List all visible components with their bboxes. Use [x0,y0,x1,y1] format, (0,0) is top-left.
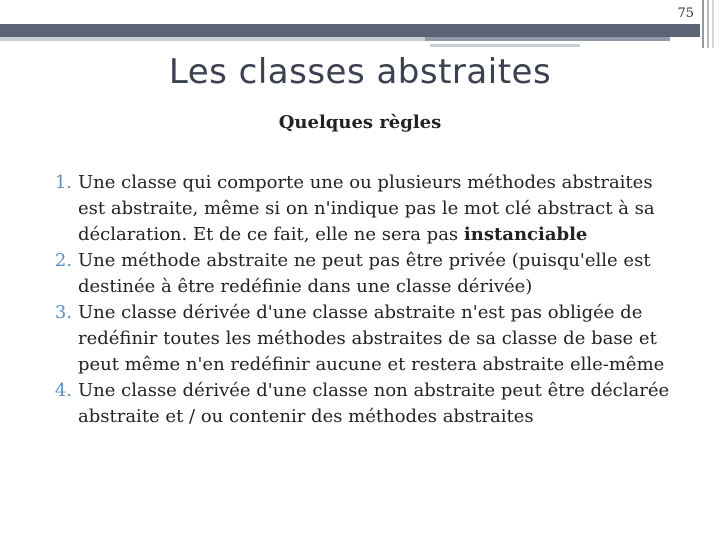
decorative-line [702,0,704,48]
list-item-number: 1. [54,172,72,193]
list-item [0,248,700,300]
slide-subtitle: Quelques règles [278,112,442,133]
decorative-line [712,0,714,48]
list-item-text: Une méthode abstraite ne peut pas être privée (puisqu'elle est destinée à être redéfinie dans une classe dérivée) [78,250,651,297]
list-item-text: Une classe dérivée d'une classe non abstraite peut être déclarée abstraite et / ou contenir des méthodes abstraites [78,380,670,427]
list-item-number: 3. [54,302,72,323]
list-item [0,300,700,378]
list-item-emphasis: instanciable [463,224,588,245]
header-accent-bar [0,37,425,41]
list-item-text-body: Une classe qui comporte une ou plusieurs méthodes abstraites est abstraite, même si on n'indique pas le mot clé abstract à sa déclaration. Et de ce fait, elle ne sera pas [78,172,655,245]
header-accent-bar-mid [425,37,670,41]
header-bar [0,24,700,37]
list-item-text: Une classe dérivée d'une classe abstraite n'est pas obligée de redéfinir toutes les méthodes abstraites de sa classe de base et peut même n'en redéfinir aucune et restera abstraite elle-même [78,302,665,375]
list-item [0,378,700,430]
list-item-text [78,170,700,248]
rules-list [0,170,700,430]
decorative-line [707,0,709,48]
header-underline [430,44,580,47]
list-item-number: 4. [54,380,72,401]
list-item [0,170,700,248]
list-item-number: 2. [54,250,72,271]
slide-title: Les classes abstraites [168,52,552,92]
page-number: 75 [677,6,694,21]
